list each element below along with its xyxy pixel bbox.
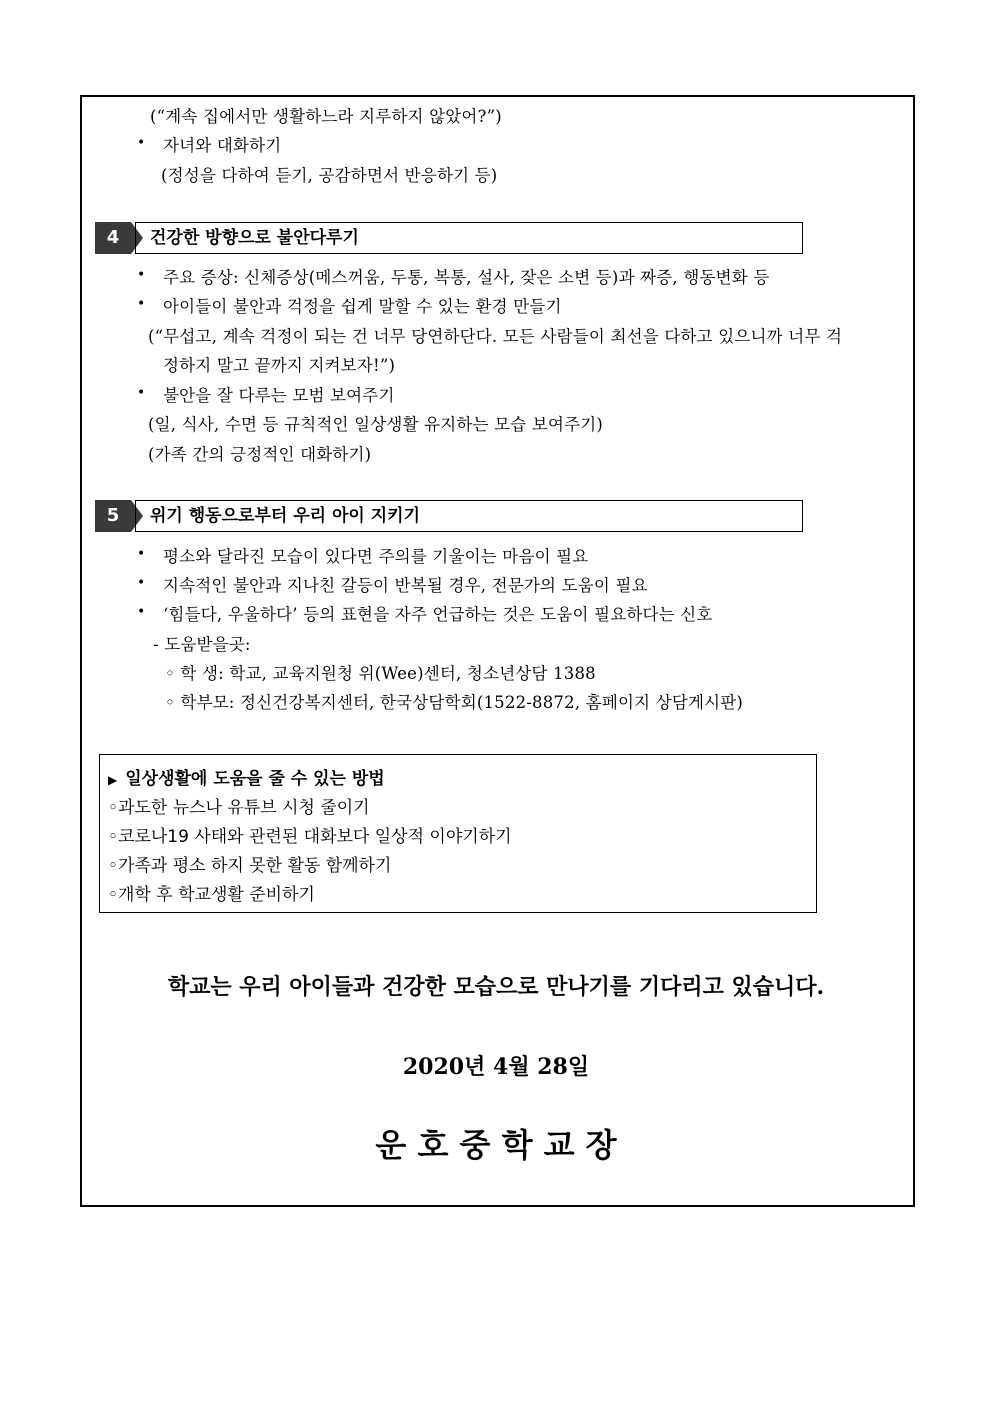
help-student: ◦ 학 생: 학교, 교육지원청 위(Wee)센터, 청소년상담 1388 (165, 664, 596, 683)
tip-item: ◦코로나19 사태와 관련된 대화보다 일상적 이야기하기 (108, 827, 512, 847)
bullet-icon: • (137, 135, 146, 151)
list-item: 불안을 잘 다루는 모범 보여주기 (163, 386, 395, 405)
tips-title: 일상생활에 도움을 줄 수 있는 방법 (125, 769, 385, 789)
detail-line: (가족 간의 긍정적인 대화하기) (148, 445, 372, 464)
help-parent: ◦ 학부모: 정신건강복지센터, 한국상담학회(1522-8872, 홈페이지 상담게시판) (165, 693, 744, 712)
tip-item: ◦가족과 평소 하지 못한 활동 함께하기 (108, 856, 392, 876)
bullet-icon: • (137, 296, 146, 312)
bullet-icon: • (137, 604, 146, 620)
intro-item-detail: (정성을 다하여 듣기, 공감하면서 반응하기 등) (161, 166, 498, 185)
list-item: ‘힘들다, 우울하다’ 등의 표현을 자주 언급하는 것은 도움이 필요하다는 신호 (163, 605, 713, 624)
tip-item: ◦개학 후 학교생활 준비하기 (108, 885, 315, 905)
tips-title-row (108, 764, 385, 789)
detail-line: (일, 식사, 수면 등 규칙적인 일상생활 유지하는 모습 보여주기) (148, 415, 604, 434)
intro-item-talk: 자녀와 대화하기 (163, 136, 282, 155)
tips-box (99, 754, 817, 913)
section-number: 5 (95, 500, 131, 532)
quote-line: 정하지 말고 끝까지 지켜보자!”) (163, 356, 396, 375)
list-item: 주요 증상: 신체증상(메스꺼움, 두통, 복통, 설사, 잦은 소변 등)과 짜증, 행동변화 등 (163, 268, 770, 287)
section-4-header (95, 222, 803, 254)
intro-quote: (“계속 집에서만 생활하느라 지루하지 않았어?”) (150, 107, 502, 126)
bullet-icon: • (137, 267, 146, 283)
bullet-icon: • (137, 546, 146, 562)
bullet-icon: • (137, 385, 146, 401)
list-item: 아이들이 불안과 걱정을 쉽게 말할 수 있는 환경 만들기 (163, 297, 562, 316)
triangle-right-icon: ▶ (108, 773, 118, 787)
section-title: 위기 행동으로부터 우리 아이 지키기 (135, 500, 803, 532)
tip-item: ◦과도한 뉴스나 유튜브 시청 줄이기 (108, 798, 370, 818)
help-label: - 도움받을곳: (153, 635, 251, 654)
bullet-icon: • (137, 575, 146, 591)
section-title: 건강한 방향으로 불안다루기 (135, 222, 803, 254)
section-number: 4 (95, 222, 131, 254)
list-item: 평소와 달라진 모습이 있다면 주의를 기울이는 마음이 필요 (163, 547, 589, 566)
section-5-header (95, 500, 803, 532)
quote-line: (“무섭고, 계속 걱정이 되는 건 너무 당연하단다. 모든 사람들이 최선을 다하고 있으니까 너무 걱 (148, 327, 843, 346)
closing-date: 2020년 4월 28일 (402, 1054, 590, 1080)
closing-message: 학교는 우리 아이들과 건강한 모습으로 만나기를 기다리고 있습니다. (167, 974, 825, 1000)
list-item: 지속적인 불안과 지나친 갈등이 반복될 경우, 전문가의 도움이 필요 (163, 576, 648, 595)
signature: 운 호 중 학 교 장 (375, 1126, 617, 1164)
